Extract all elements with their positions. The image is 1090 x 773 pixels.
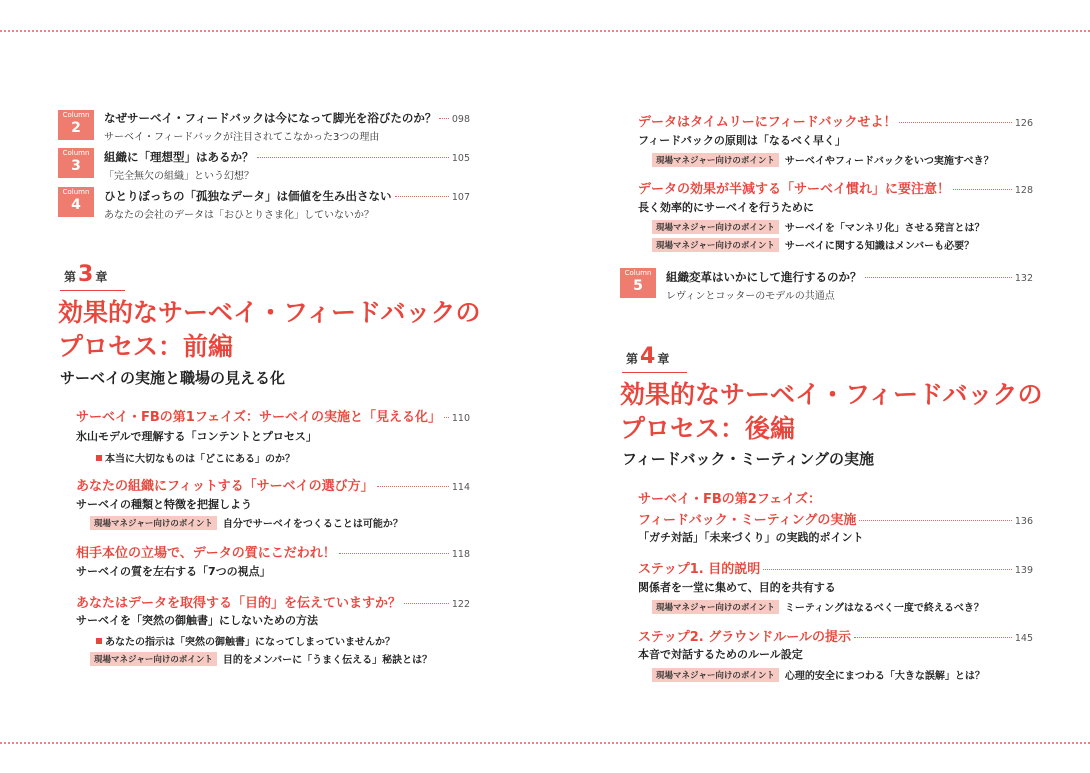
section-122-sub: サーベイを「突然の御触書」にしないための方法 <box>76 614 318 627</box>
section-126-point: 現場マネジャー向けのポイント サーベイやフィードバックをいつ実施すべき？ <box>652 152 994 167</box>
page-number: 105 <box>451 153 470 164</box>
section-114-point: 現場マネジャー向けのポイント 自分でサーベイをつくることは可能か？ <box>90 515 403 530</box>
page-number: 110 <box>451 413 470 424</box>
page-number: 136 <box>1014 516 1033 527</box>
section-122-note: あなたの指示は「突然の御触書」になってしまっていませんか？ <box>96 633 395 648</box>
column-badge-2: Column 2 <box>58 110 94 140</box>
section-118-sub: サーベイの質を左右する「7つの視点」 <box>76 565 271 578</box>
chapter-4-label: 第4 章 <box>626 344 670 369</box>
section-136-title[interactable]: フィードバック・ミーティングの実施 136 <box>638 513 1033 528</box>
page-number: 128 <box>1014 185 1033 196</box>
page-number: 122 <box>451 599 470 610</box>
section-128-point-2: 現場マネジャー向けのポイント サーベイに関する知識はメンバーも必要？ <box>652 237 974 252</box>
page-number: 145 <box>1014 633 1033 644</box>
column-sub-4: あなたの会社のデータは「おひとりさま化」していないか？ <box>104 210 374 221</box>
page-number: 118 <box>451 549 470 560</box>
page-number: 139 <box>1014 565 1033 576</box>
top-dotted-border <box>0 30 1090 32</box>
section-136-sub: 「ガチ対話」「未来づくり」の実践的ポイント <box>638 531 864 544</box>
section-145-point: 現場マネジャー向けのポイント 心理的安全にまつわる「大きな誤解」とは？ <box>652 667 985 682</box>
section-128-title[interactable]: データの効果が半減する「サーベイ慣れ」に要注意！ 128 <box>638 182 1033 197</box>
chapter-4-rule <box>622 372 687 373</box>
column-sub-5: レヴィンとコッターのモデルの共通点 <box>666 291 835 302</box>
column-title-4[interactable]: ひとりぼっちの「孤独なデータ」は価値を生み出さない 107 <box>104 189 470 203</box>
section-145-sub: 本音で対話するためのルール設定 <box>638 648 803 661</box>
section-128-point-1: 現場マネジャー向けのポイント サーベイを「マンネリ化」させる発言とは？ <box>652 219 985 234</box>
chapter-3-label: 第3 章 <box>64 262 108 287</box>
column-badge-5: Column 5 <box>620 268 656 298</box>
section-114-sub: サーベイの種類と特徴を把握しよう <box>76 498 252 511</box>
section-118-title[interactable]: 相手本位の立場で、データの質にこだわれ！ 118 <box>76 546 470 561</box>
section-110-sub: 氷山モデルで理解する「コンテントとプロセス」 <box>76 430 317 443</box>
column-sub-2: サーベイ・フィードバックが注目されてこなかった3つの理由 <box>104 132 380 143</box>
section-139-point: 現場マネジャー向けのポイント ミーティングはなるべく一度で終えるべき？ <box>652 599 984 614</box>
section-122-point: 現場マネジャー向けのポイント 目的をメンバーに「うまく伝える」秘訣とは？ <box>90 651 432 666</box>
column-sub-3: 「完全無欠の組織」という幻想？ <box>104 171 254 182</box>
chapter-3-rule <box>60 290 125 291</box>
chapter-3-subtitle: サーベイの実施と職場の見える化 <box>60 369 286 387</box>
page-number: 126 <box>1014 118 1033 129</box>
section-122-title[interactable]: あなたはデータを取得する「目的」を伝えていますか？ 122 <box>76 596 470 611</box>
section-139-title[interactable]: ステップ1. 目的説明 139 <box>638 562 1033 577</box>
page-number: 114 <box>451 482 470 493</box>
section-136-title-line1[interactable]: サーベイ・FBの第2フェイズ： <box>638 492 822 507</box>
page-number: 132 <box>1014 273 1033 284</box>
column-badge-4: Column 4 <box>58 187 94 217</box>
section-126-sub: フィードバックの原則は「なるべく早く」 <box>638 134 846 147</box>
page-number: 098 <box>451 114 470 125</box>
chapter-4-title: 効果的なサーベイ・フィードバックの プロセス：後編 <box>620 380 1043 443</box>
page-number: 107 <box>451 192 470 203</box>
column-badge-3: Column 3 <box>58 148 94 178</box>
section-110-title[interactable]: サーベイ・FBの第1フェイズ：サーベイの実施と「見える化」 110 <box>76 410 470 425</box>
chapter-4-subtitle: フィードバック・ミーティングの実施 <box>622 450 875 468</box>
chapter-3-title: 効果的なサーベイ・フィードバックの プロセス：前編 <box>58 298 481 361</box>
section-128-sub: 長く効率的にサーベイを行うために <box>638 201 814 214</box>
section-126-title[interactable]: データはタイムリーにフィードバックせよ！ 126 <box>638 115 1033 130</box>
column-title-3[interactable]: 組織に「理想型」はあるか？ 105 <box>104 150 470 164</box>
section-139-sub: 関係者を一堂に集めて、目的を共有する <box>638 581 836 594</box>
section-110-note: 本当に大切なものは「どこにある」のか？ <box>96 450 295 465</box>
section-114-title[interactable]: あなたの組織にフィットする「サーベイの選び方」 114 <box>76 479 470 494</box>
bottom-dotted-border <box>0 742 1090 744</box>
column-title-2[interactable]: なぜサーベイ・フィードバックは今になって脚光を浴びたのか？ 098 <box>104 111 470 125</box>
section-145-title[interactable]: ステップ2. グラウンドルールの提示 145 <box>638 630 1033 645</box>
column-title-5[interactable]: 組織変革はいかにして進行するのか？ 132 <box>666 270 1033 284</box>
